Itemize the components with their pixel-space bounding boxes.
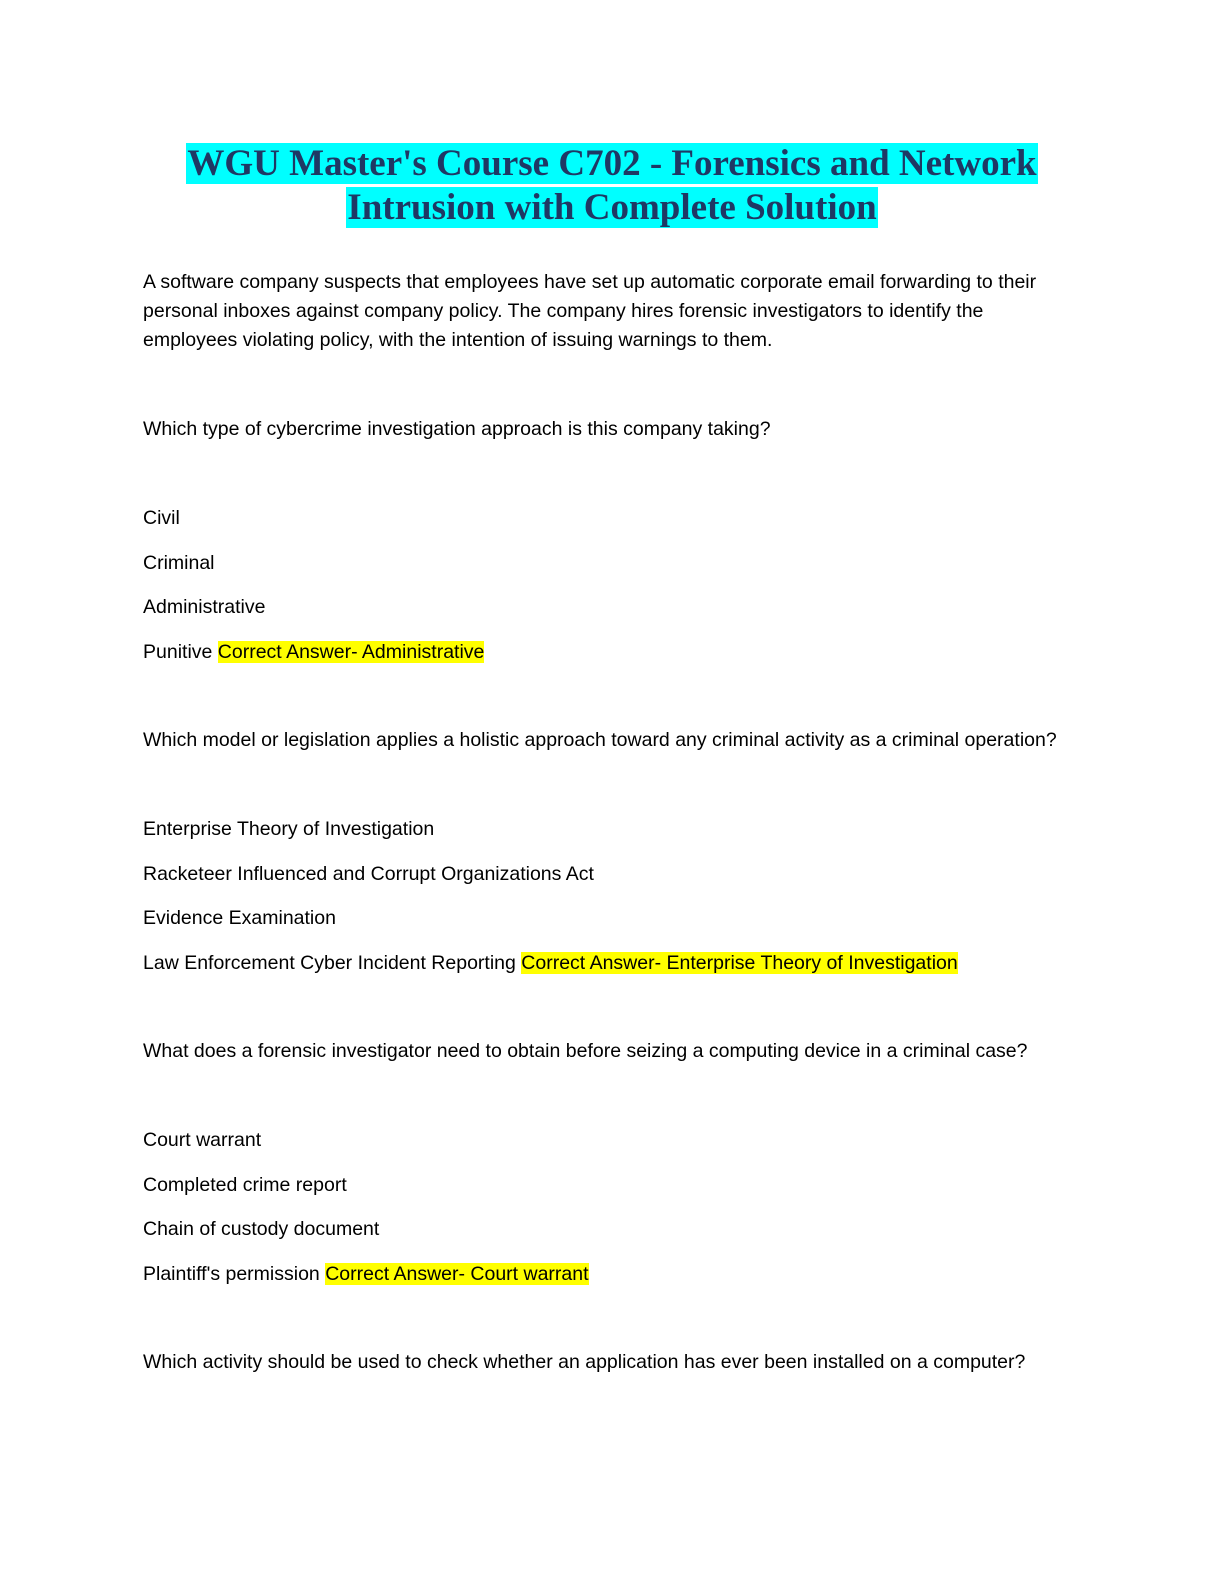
document-title bbox=[130, 142, 1094, 230]
question-block-3 bbox=[143, 1037, 1083, 1289]
option-item: Racketeer Influenced and Corrupt Organizations Act bbox=[143, 862, 594, 885]
title-line-1: WGU Master's Course C702 - Forensics and Network bbox=[187, 143, 1037, 184]
question-block-4 bbox=[143, 1348, 1083, 1377]
correct-answer: Correct Answer- Administrative bbox=[217, 640, 485, 663]
correct-answer: Correct Answer- Enterprise Theory of Investigation bbox=[521, 951, 958, 974]
question-block-1 bbox=[143, 415, 1083, 667]
option-item: Court warrant bbox=[143, 1129, 262, 1151]
correct-answer: Correct Answer- Court warrant bbox=[325, 1262, 589, 1285]
document-body bbox=[143, 268, 1083, 1377]
intro-paragraph: A software company suspects that employees have set up automatic corporate email forwarding to their personal inboxes against company policy. The company hires forensic investigators to identify the employees violating policy, with the intention of issuing warnings to them. bbox=[143, 271, 1037, 351]
question-block-2 bbox=[143, 726, 1083, 978]
option-item: Chain of custody document bbox=[143, 1218, 380, 1240]
option-item: Evidence Examination bbox=[143, 907, 336, 929]
option-item: Civil bbox=[143, 507, 180, 529]
option-item-with-answer: Plaintiff's permission Correct Answer- Court warrant bbox=[143, 1262, 589, 1285]
option-item: Administrative bbox=[143, 596, 266, 618]
option-item: Enterprise Theory of Investigation bbox=[143, 818, 435, 840]
question-text: Which activity should be used to check whether an application has ever been installed on a computer? bbox=[143, 1351, 1026, 1373]
option-item: Criminal bbox=[143, 551, 215, 574]
title-line-2: Intrusion with Complete Solution bbox=[347, 187, 877, 228]
option-item-with-answer: Law Enforcement Cyber Incident Reporting Correct Answer- Enterprise Theory of Investigation bbox=[143, 951, 958, 974]
question-text: Which model or legislation applies a holistic approach toward any criminal activity as a criminal operation? bbox=[143, 729, 1057, 751]
question-text: Which type of cybercrime investigation approach is this company taking? bbox=[143, 418, 771, 440]
question-text: What does a forensic investigator need to obtain before seizing a computing device in a criminal case? bbox=[143, 1040, 1028, 1062]
option-item: Completed crime report bbox=[143, 1173, 347, 1196]
option-item-with-answer: Punitive Correct Answer- Administrative bbox=[143, 640, 485, 663]
